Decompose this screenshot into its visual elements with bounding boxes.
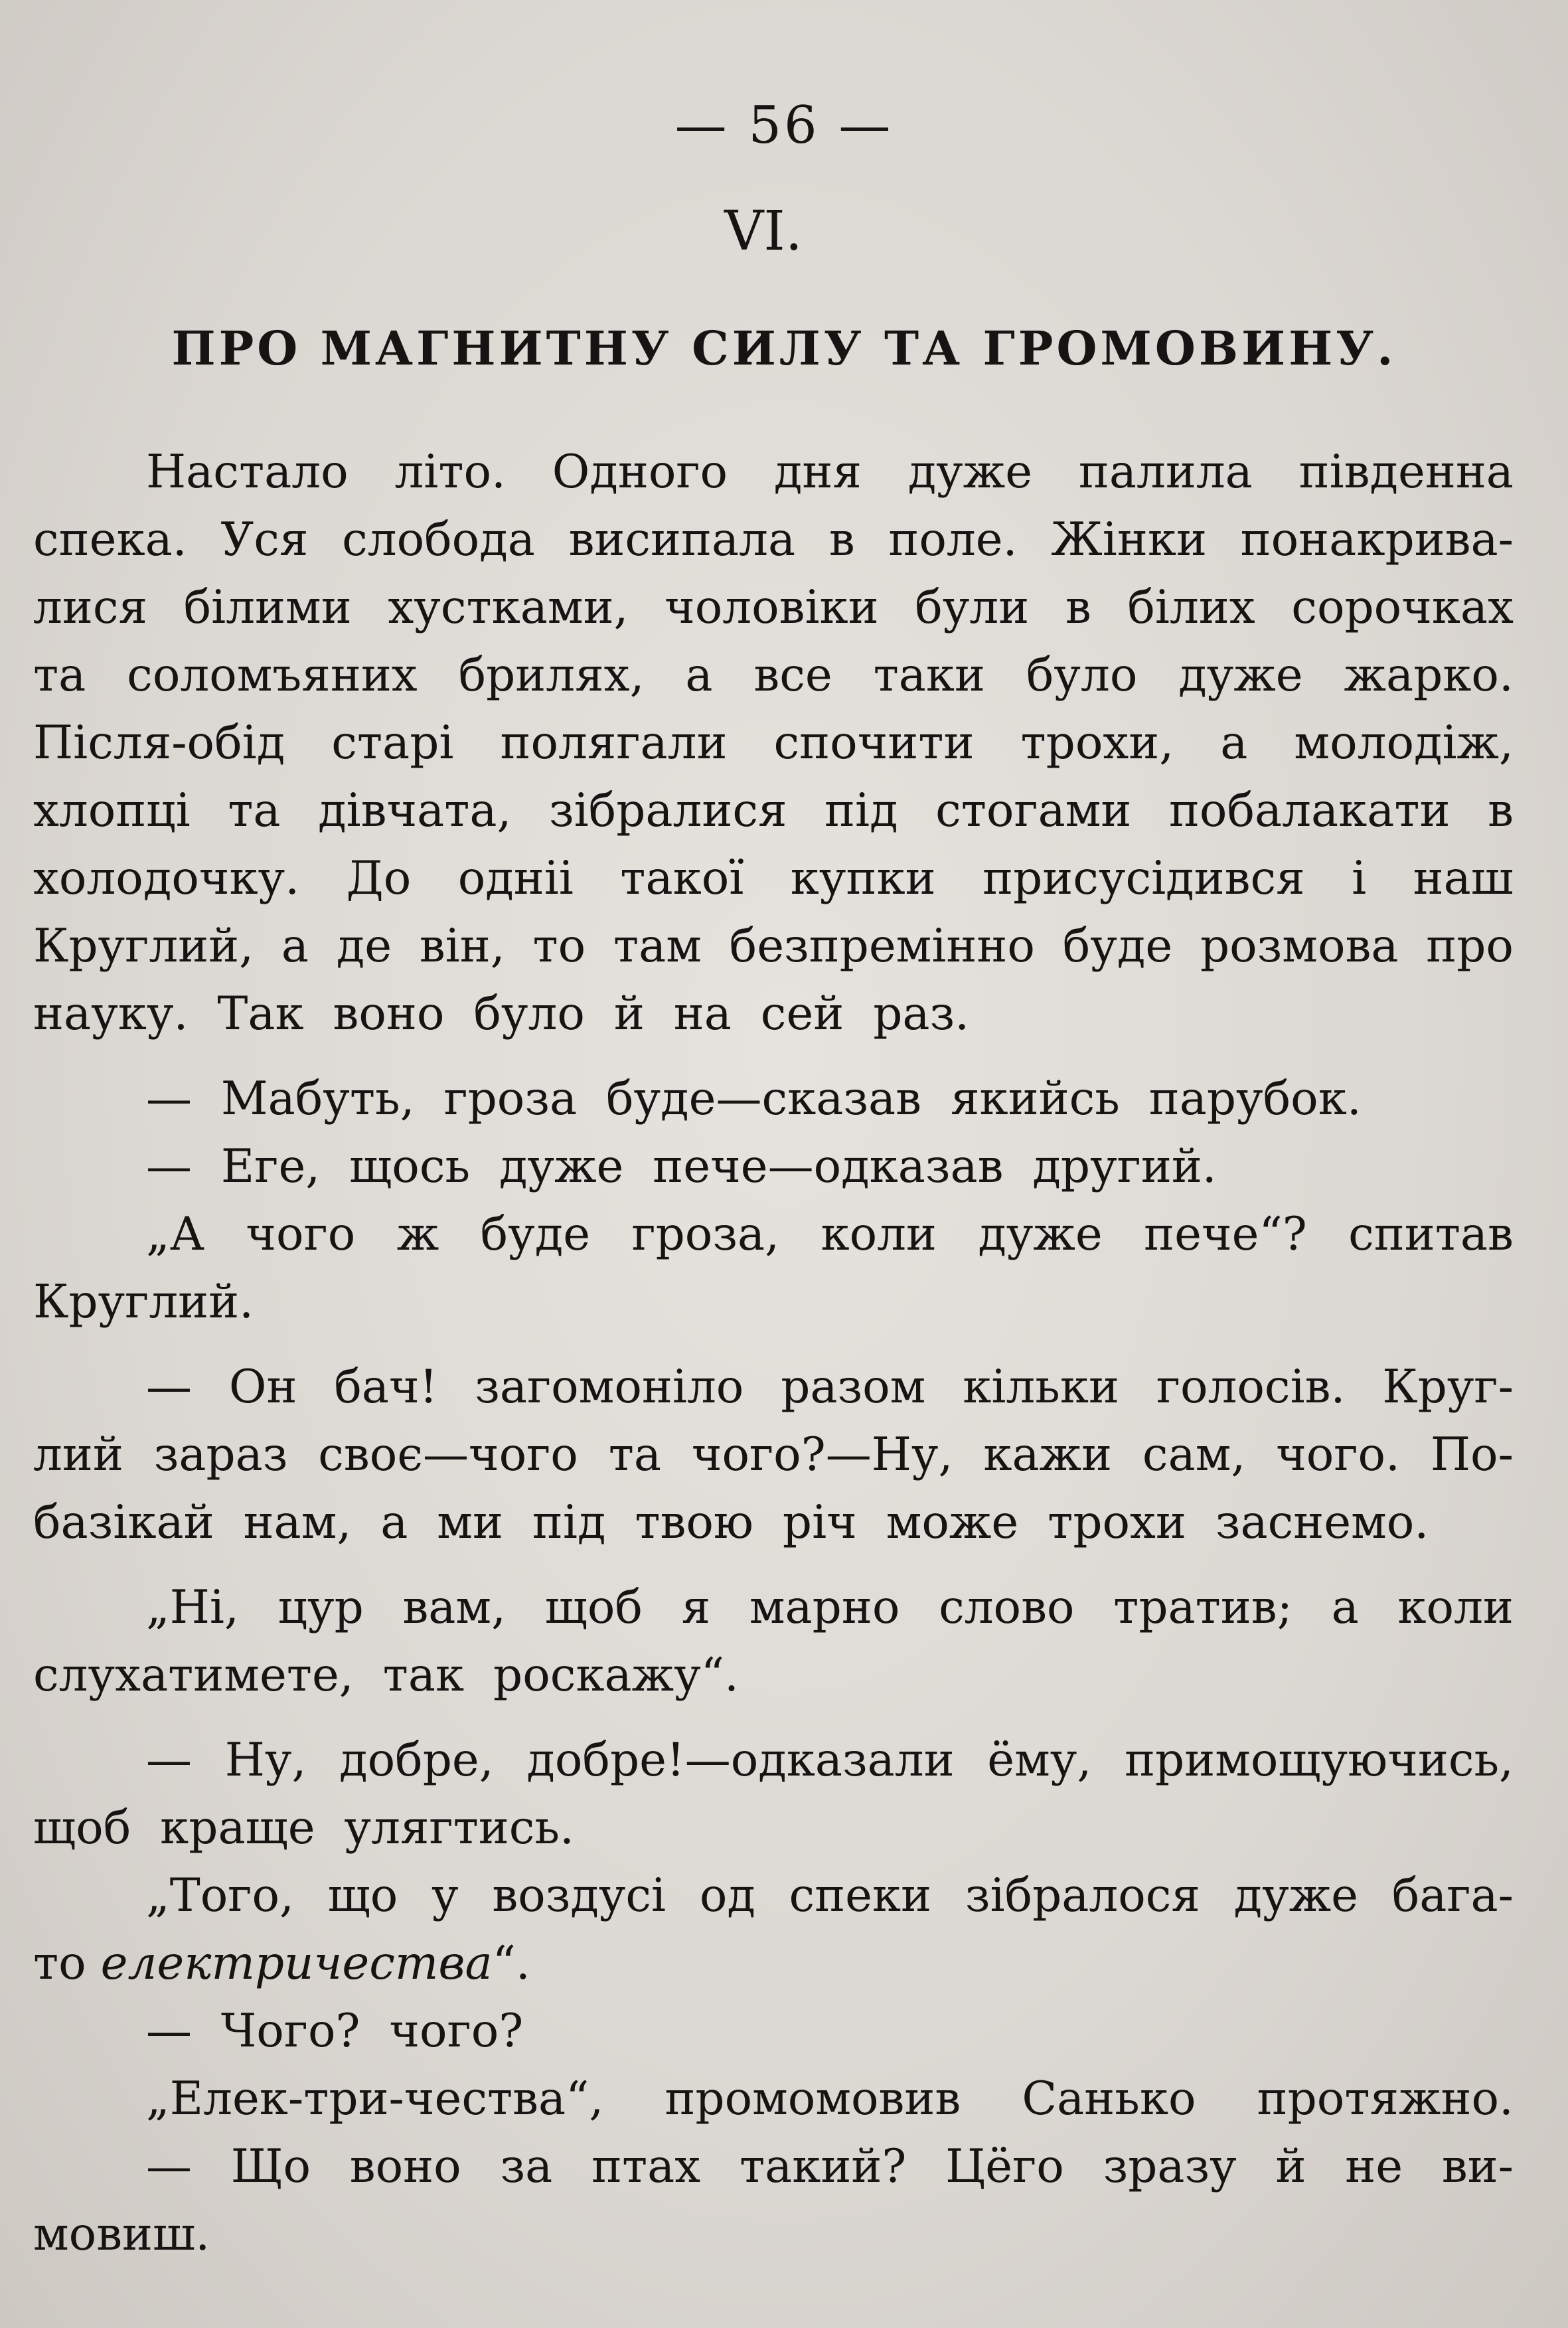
text-span: “. [492, 1937, 530, 1990]
text-line [33, 2065, 1514, 2133]
word: спека. [33, 513, 187, 566]
text-line: — Еге, щось дуже пече—одказав другий. [146, 1140, 1217, 1193]
word: полягали [500, 716, 728, 770]
word: за [500, 2140, 553, 2193]
word: розмова [1200, 920, 1399, 973]
word: і [1352, 852, 1367, 905]
word: про [1426, 920, 1514, 973]
word: я [681, 1581, 711, 1634]
text-line [33, 1574, 1514, 1641]
word: дівчата, [318, 784, 512, 837]
text-line: слухатимете, так роскажу“. [33, 1649, 739, 1702]
text-line [33, 1201, 1514, 1268]
word: Уся [220, 513, 309, 566]
italic-term: електричества [100, 1937, 493, 1990]
text-line [33, 438, 1514, 506]
word: одніі [457, 852, 574, 905]
word: він, [419, 920, 505, 973]
word: од [699, 1869, 755, 1922]
word: поле. [888, 513, 1018, 566]
text-line: мовиш. [33, 2208, 210, 2261]
word: — [146, 2140, 192, 2193]
word: дуже [978, 1208, 1103, 1261]
word: пече“? [1144, 1208, 1307, 1261]
word: добре!—одказали [526, 1734, 955, 1787]
word: палила [1078, 446, 1253, 499]
word: то [532, 920, 586, 973]
word: Що [230, 2140, 311, 2193]
word: холодочку. [33, 852, 300, 905]
word: соломъяних [127, 649, 418, 702]
word: що [327, 1869, 398, 1922]
text-line [33, 1421, 1514, 1489]
word: лий [33, 1428, 123, 1481]
word: та [33, 649, 86, 702]
word: добре, [339, 1734, 494, 1787]
word: а [1331, 1581, 1359, 1634]
word: там [613, 920, 702, 973]
word: не [1345, 2140, 1403, 2193]
text-line [33, 1930, 1514, 1997]
word: у [431, 1869, 459, 1922]
text-line [33, 2133, 1514, 2201]
word: й [1275, 2140, 1306, 2193]
word: буде [1062, 920, 1173, 973]
word: трохи, [1020, 716, 1174, 770]
word: літо. [394, 446, 506, 499]
word: коли [821, 1208, 937, 1261]
word: До [346, 852, 412, 905]
word: брилях, [458, 649, 645, 702]
word: дня [773, 446, 862, 499]
word: Ну, [224, 1734, 307, 1787]
text-line [33, 1726, 1514, 1794]
text-span: то [33, 1937, 101, 1990]
word: безпремінно [729, 920, 1035, 973]
word: лися [33, 581, 147, 634]
word: понакрива- [1240, 513, 1514, 566]
word: та [228, 784, 281, 837]
word: ж [396, 1208, 439, 1261]
word: птах [591, 2140, 701, 2193]
word: південна [1298, 446, 1514, 499]
word: — [146, 1361, 192, 1414]
word: протяжно. [1257, 2072, 1514, 2125]
word: Он [228, 1361, 297, 1414]
text-line [33, 912, 1514, 980]
word: щоб [544, 1581, 643, 1634]
text-line: — Мабуть, гроза буде—сказав якийсь парубок. [146, 1072, 1362, 1125]
word: чого?—Ну, [691, 1428, 953, 1481]
word: чого [246, 1208, 356, 1261]
page-number: — 56 — [674, 96, 894, 155]
word: Жінки [1051, 513, 1207, 566]
word: вам, [402, 1581, 507, 1634]
text-line [33, 777, 1514, 845]
word: буде [480, 1208, 591, 1261]
chapter-title: ПРО МАГНИТНУ СИЛУ ТА ГРОМОВИНУ. [171, 321, 1397, 376]
word: „Елек-три-чества“, [146, 2072, 604, 2125]
word: в [1065, 581, 1091, 634]
word: де [336, 920, 392, 973]
text-line: щоб краще улягтись. [33, 1801, 574, 1855]
word: а [685, 649, 713, 702]
word: дуже [1178, 649, 1303, 702]
word: жарко. [1344, 649, 1514, 702]
text-line [33, 641, 1514, 709]
word: Санько [1022, 2072, 1196, 2125]
word: спитав [1348, 1208, 1514, 1261]
word: „Того, [146, 1869, 294, 1922]
word: голосів. [1156, 1361, 1346, 1414]
word: чого. [1276, 1428, 1400, 1481]
word: під [824, 784, 898, 837]
text-line: науку. Так воно було й на сей раз. [33, 987, 970, 1040]
word: хлопці [33, 784, 191, 837]
word: тратив; [1113, 1581, 1293, 1634]
text-line: Круглий. [33, 1276, 254, 1329]
word: слобода [342, 513, 535, 566]
word: воно [349, 2140, 461, 2193]
word: наш [1413, 852, 1514, 905]
word: Цёго [945, 2140, 1064, 2193]
text-line [33, 845, 1514, 912]
word: промомовив [665, 2072, 961, 2125]
word: хустками, [388, 581, 629, 634]
word: дуже [907, 446, 1033, 499]
word: марно [749, 1581, 900, 1634]
word: Одного [552, 446, 728, 499]
word: загомоніло [475, 1361, 744, 1414]
word: зараз [153, 1428, 288, 1481]
word: такий? [739, 2140, 907, 2193]
word: а [281, 920, 309, 973]
word: „Ні, [146, 1581, 239, 1634]
word: білими [183, 581, 352, 634]
word: чоловіки [665, 581, 879, 634]
word: кільки [963, 1361, 1119, 1414]
word: та [608, 1428, 661, 1481]
word: Круг- [1382, 1361, 1514, 1414]
text-line [33, 1353, 1514, 1421]
word: „А [146, 1208, 205, 1261]
word: Після-обід [33, 716, 285, 770]
word: в [828, 513, 855, 566]
word: зібралося [965, 1869, 1200, 1922]
word: стогами [935, 784, 1132, 837]
word: білих [1127, 581, 1255, 634]
word: воздусі [492, 1869, 666, 1922]
text-line [33, 506, 1514, 574]
word: висипала [568, 513, 796, 566]
word: ви- [1441, 2140, 1514, 2193]
word: присусідився [982, 852, 1305, 905]
word: По- [1430, 1428, 1514, 1481]
text-line [33, 574, 1514, 641]
text-line [33, 709, 1514, 777]
word: купки [790, 852, 936, 905]
word: слово [939, 1581, 1075, 1634]
word: сам, [1142, 1428, 1246, 1481]
word: зібралися [548, 784, 787, 837]
body-text [33, 438, 1514, 2268]
word: спочити [773, 716, 975, 770]
word: було [1026, 649, 1138, 702]
word: Настало [146, 446, 349, 499]
word: бага- [1391, 1869, 1514, 1922]
word: коли [1397, 1581, 1514, 1634]
word: були [915, 581, 1030, 634]
chapter-number: VI. [724, 200, 803, 263]
word: разом [781, 1361, 926, 1414]
text-line: — Чого? чого? [146, 2005, 524, 2058]
word: сорочках [1291, 581, 1514, 634]
word: побалакати [1168, 784, 1450, 837]
word: в [1488, 784, 1514, 837]
word: своє—чого [318, 1428, 578, 1481]
word: молодіж, [1294, 716, 1514, 770]
word: примощуючись, [1125, 1734, 1514, 1787]
word: все [753, 649, 832, 702]
text-line: базікай нам, а ми під твою річ може трохи заснемо. [33, 1496, 1429, 1549]
word: старі [331, 716, 454, 770]
word: гроза, [631, 1208, 780, 1261]
word: а [1220, 716, 1248, 770]
text-line [33, 1862, 1514, 1930]
word: таки [873, 649, 985, 702]
word: спеки [789, 1869, 932, 1922]
word: цур [277, 1581, 364, 1634]
word: Круглий, [33, 920, 254, 973]
word: — [146, 1734, 192, 1787]
word: ёму, [987, 1734, 1092, 1787]
word: кажи [983, 1428, 1113, 1481]
word: такої [620, 852, 744, 905]
word: зразу [1103, 2140, 1237, 2193]
word: бач! [334, 1361, 438, 1414]
word: дуже [1233, 1869, 1359, 1922]
